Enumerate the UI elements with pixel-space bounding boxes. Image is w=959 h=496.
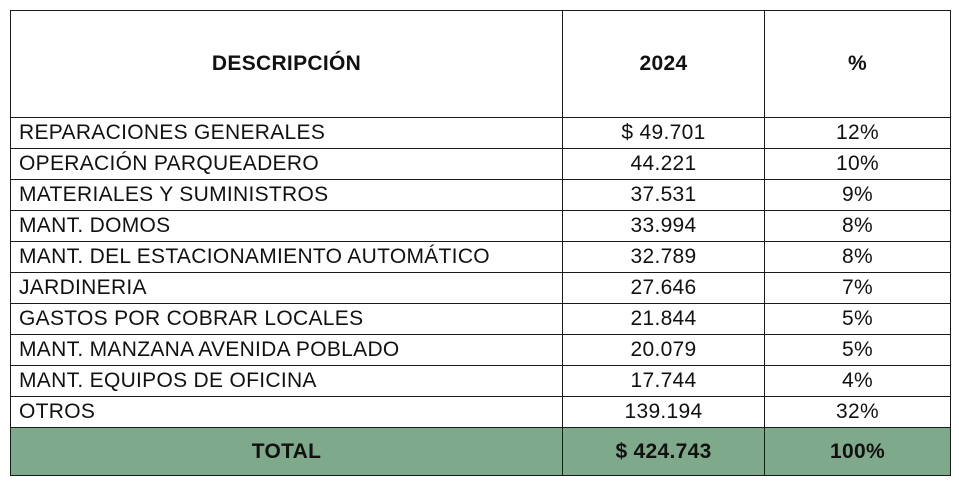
row-description: MANT. MANZANA AVENIDA POBLADO — [11, 335, 563, 366]
row-percent: 32% — [765, 397, 951, 428]
table-row — [11, 118, 951, 149]
row-value: 20.079 — [563, 335, 765, 366]
row-description: MANT. DOMOS — [11, 211, 563, 242]
expense-table-container — [10, 10, 951, 476]
header-percent: % — [765, 11, 951, 118]
row-value: 44.221 — [563, 149, 765, 180]
row-value: 17.744 — [563, 366, 765, 397]
row-description: JARDINERIA — [11, 273, 563, 304]
row-value: 27.646 — [563, 273, 765, 304]
row-description: OTROS — [11, 397, 563, 428]
row-description: OPERACIÓN PARQUEADERO — [11, 149, 563, 180]
total-label: TOTAL — [11, 428, 563, 476]
table-row — [11, 242, 951, 273]
table-row — [11, 180, 951, 211]
row-percent: 7% — [765, 273, 951, 304]
row-percent: 10% — [765, 149, 951, 180]
table-row — [11, 304, 951, 335]
table-row — [11, 211, 951, 242]
total-percent: 100% — [765, 428, 951, 476]
total-row — [11, 428, 951, 476]
row-percent: 5% — [765, 335, 951, 366]
row-value: 32.789 — [563, 242, 765, 273]
row-value: 33.994 — [563, 211, 765, 242]
row-value: 21.844 — [563, 304, 765, 335]
header-description: DESCRIPCIÓN — [11, 11, 563, 118]
row-percent: 12% — [765, 118, 951, 149]
row-value: 37.531 — [563, 180, 765, 211]
row-description: MANT. EQUIPOS DE OFICINA — [11, 366, 563, 397]
table-row — [11, 397, 951, 428]
expense-table — [10, 10, 951, 476]
row-percent: 9% — [765, 180, 951, 211]
row-percent: 4% — [765, 366, 951, 397]
row-value: 139.194 — [563, 397, 765, 428]
table-row — [11, 149, 951, 180]
table-row — [11, 366, 951, 397]
row-percent: 8% — [765, 211, 951, 242]
table-row — [11, 335, 951, 366]
row-value: $ 49.701 — [563, 118, 765, 149]
header-year: 2024 — [563, 11, 765, 118]
total-value: $ 424.743 — [563, 428, 765, 476]
row-description: REPARACIONES GENERALES — [11, 118, 563, 149]
row-description: MANT. DEL ESTACIONAMIENTO AUTOMÁTICO — [11, 242, 563, 273]
row-description: GASTOS POR COBRAR LOCALES — [11, 304, 563, 335]
row-percent: 5% — [765, 304, 951, 335]
table-header-row — [11, 11, 951, 118]
row-description: MATERIALES Y SUMINISTROS — [11, 180, 563, 211]
table-row — [11, 273, 951, 304]
row-percent: 8% — [765, 242, 951, 273]
